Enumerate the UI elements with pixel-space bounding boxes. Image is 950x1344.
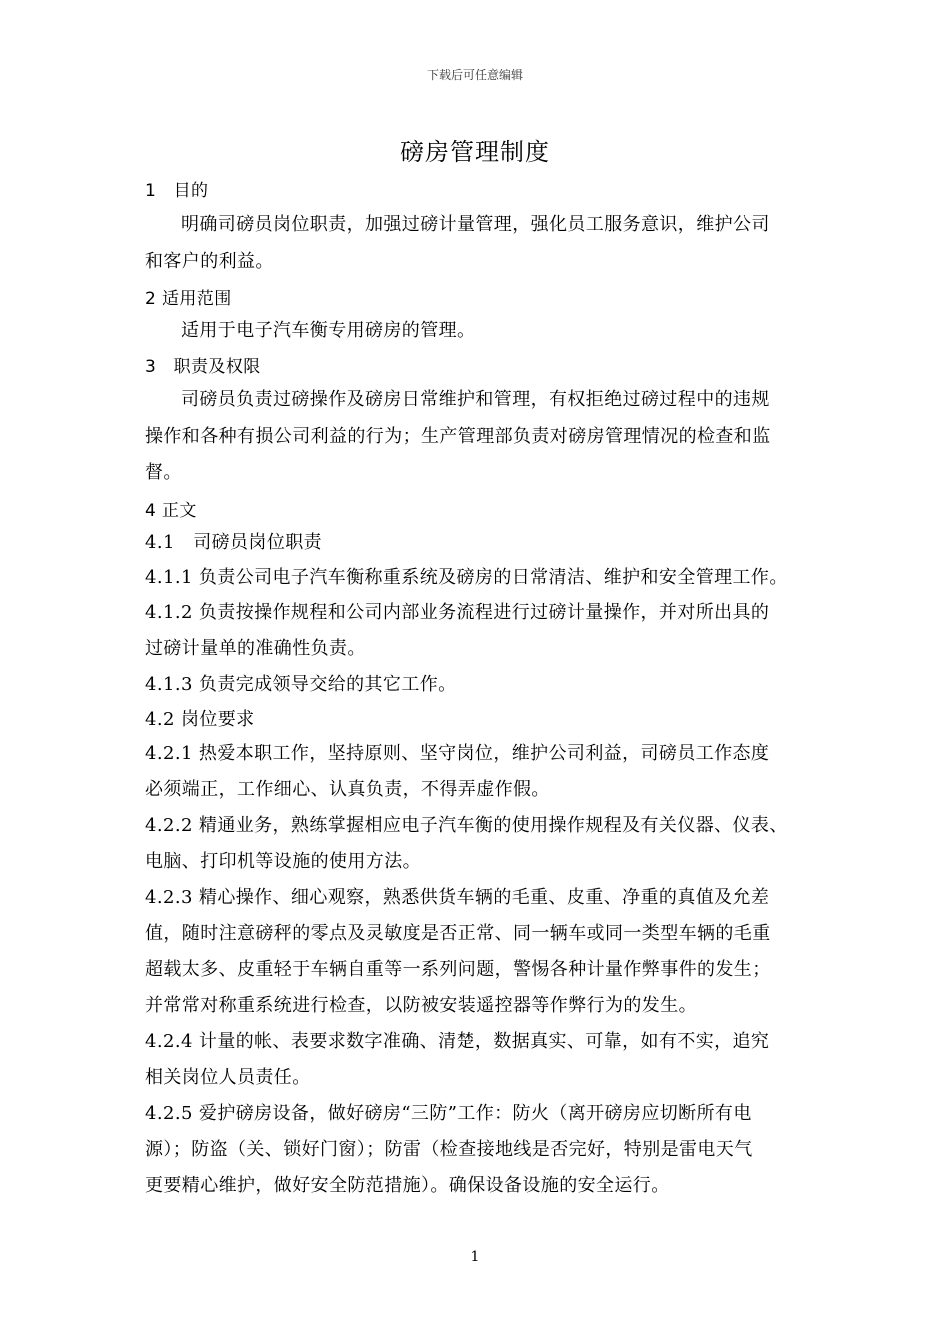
paragraph-line: 督。: [145, 462, 182, 483]
paragraph-line: 4.2.4 计量的帐、表要求数字准确、清楚，数据真实、可靠，如有不实，追究: [145, 1031, 770, 1052]
section-heading-scope: 2 适用范围: [145, 289, 232, 309]
paragraph-line: 相关岗位人员责任。: [145, 1067, 311, 1088]
paragraph-line: 操作和各种有损公司利益的行为；生产管理部负责对磅房管理情况的检查和监: [145, 426, 771, 447]
paragraph-line: 4.1.1 负责公司电子汽车衡称重系统及磅房的日常清洁、维护和安全管理工作。: [145, 567, 788, 588]
paragraph-line: 必须端正，工作细心、认真负责，不得弄虚作假。: [145, 779, 550, 800]
subsection-heading: 4.1 司磅员岗位职责: [145, 532, 323, 553]
paragraph-line: 并常常对称重系统进行检查，以防被安装遥控器等作弊行为的发生。: [145, 995, 697, 1016]
page-number: 1: [470, 1249, 480, 1265]
paragraph-line: 4.2.5 爱护磅房设备，做好磅房“三防”工作：防火（离开磅房应切断所有电: [145, 1103, 752, 1124]
section-heading-responsibilities: 3 职责及权限: [145, 357, 261, 377]
paragraph-line: 司磅员负责过磅操作及磅房日常维护和管理，有权拒绝过磅过程中的违规: [181, 389, 770, 410]
paragraph-line: 源）；防盗（关、锁好门窗）；防雷（检查接地线是否完好，特别是雷电天气: [145, 1139, 753, 1160]
paragraph-line: 明确司磅员岗位职责，加强过磅计量管理，强化员工服务意识，维护公司: [181, 214, 770, 235]
paragraph-line: 4.1.3 负责完成领导交给的其它工作。: [145, 674, 457, 695]
paragraph-line: 过磅计量单的准确性负责。: [145, 638, 366, 659]
paragraph-line: 值，随时注意磅秤的零点及灵敏度是否正常、同一辆车或同一类型车辆的毛重: [145, 923, 771, 944]
paragraph-line: 4.1.2 负责按操作规程和公司内部业务流程进行过磅计量操作，并对所出具的: [145, 602, 770, 623]
section-heading-main-text: 4 正文: [145, 501, 197, 521]
page-header: 下载后可任意编辑: [426, 68, 523, 82]
paragraph-line: 适用于电子汽车衡专用磅房的管理。: [181, 320, 476, 341]
document-title: 磅房管理制度: [400, 138, 550, 166]
paragraph-line: 4.2.3 精心操作、细心观察，熟悉供货车辆的毛重、皮重、净重的真值及允差: [145, 887, 770, 908]
paragraph-line: 4.2.2 精通业务，熟练掌握相应电子汽车衡的使用操作规程及有关仪器、仪表、: [145, 815, 788, 836]
section-heading-purpose: 1 目的: [145, 181, 209, 201]
paragraph-line: 和客户的利益。: [145, 251, 274, 272]
paragraph-line: 4.2.1 热爱本职工作，坚持原则、坚守岗位，维护公司利益，司磅员工作态度: [145, 743, 770, 764]
paragraph-line: 更要精心维护，做好安全防范措施）。确保设备设施的安全运行。: [145, 1175, 670, 1196]
subsection-heading: 4.2 岗位要求: [145, 709, 255, 730]
paragraph-line: 超载太多、皮重轻于车辆自重等一系列问题，警惕各种计量作弊事件的发生；: [145, 959, 771, 980]
paragraph-line: 电脑、打印机等设施的使用方法。: [145, 851, 421, 872]
